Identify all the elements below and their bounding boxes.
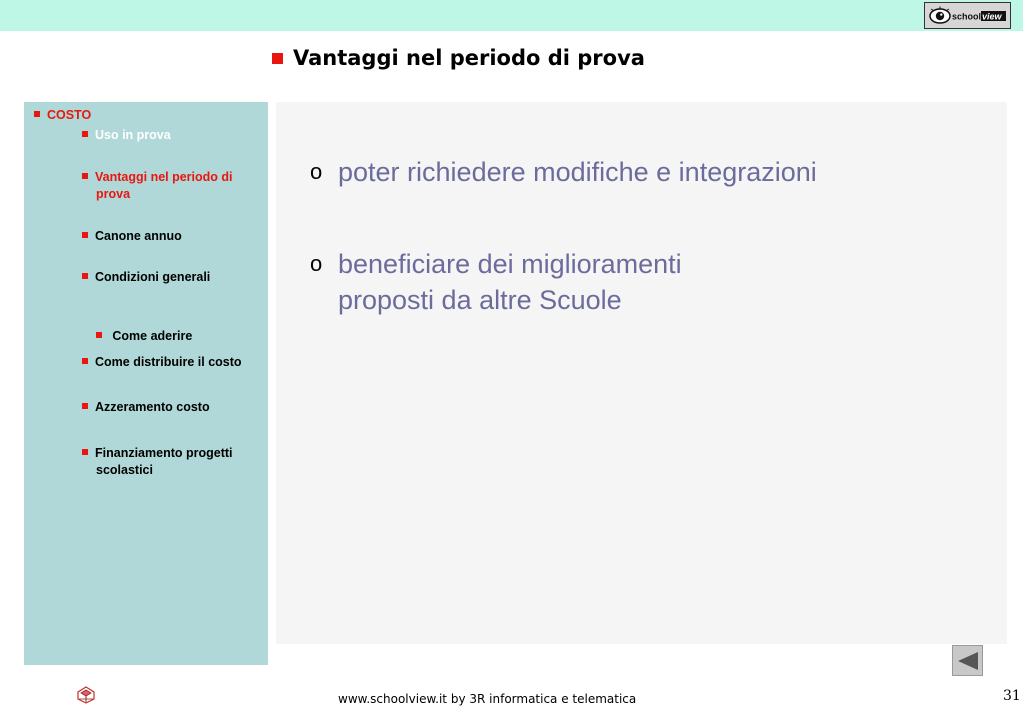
back-button[interactable] [952,645,983,676]
logo-text-left: school [952,11,982,21]
sidebar-item-finanziamento[interactable] [82,445,233,479]
title-square-icon [272,53,283,64]
bullet-square-icon [96,332,102,338]
bullet-square-icon [82,403,88,409]
slide-title-text: Vantaggi nel periodo di prova [293,46,645,70]
sidebar-item-uso-in-prova[interactable] [82,127,171,144]
sidebar-item-canone-annuo[interactable] [82,228,182,245]
3r-logo-icon [76,686,96,704]
bullet-square-icon [34,111,40,117]
bullet-item [310,154,817,190]
sidebar-item-come-distribuire[interactable] [82,354,242,371]
sidebar-item-label: Come aderire [108,329,193,343]
footer-text: www.schoolview.it by 3R informatica e telematica [338,692,637,706]
sidebar-item-label: Uso in prova [95,128,171,142]
bullet-square-icon [82,449,88,455]
sidebar-item-label-cont: prova [96,187,131,201]
sidebar-item-label: Azzeramento costo [95,400,210,414]
bullet-marker: o [310,251,323,276]
sidebar-item-label: Condizioni generali [95,270,211,284]
triangle-left-icon [956,651,980,671]
schoolview-logo [924,2,1011,29]
bullet-square-icon [82,273,88,279]
sidebar-item-label: Canone annuo [95,229,182,243]
bullet-square-icon [82,173,88,179]
bullet-text: beneficiare dei miglioramenti [338,249,682,279]
bullet-square-icon [82,232,88,238]
sidebar-item-condizioni-generali[interactable] [82,269,210,286]
sidebar-section-costo[interactable] [34,107,91,124]
sidebar-item-vantaggi[interactable] [82,169,233,203]
sidebar-item-label: Vantaggi nel periodo di [95,170,233,184]
logo-text-right: view [982,11,1002,21]
sidebar-nav [24,102,268,665]
bullet-marker: o [310,159,323,184]
sidebar-item-label: Finanziamento progetti [95,446,233,460]
content-panel [276,102,1007,644]
page-number: 31 [1003,688,1021,704]
eye-icon [929,6,1007,26]
bullet-text: proposti da altre Scuole [338,285,622,315]
bullet-text: poter richiedere modifiche e integrazioni [338,157,817,187]
sidebar-item-azzeramento-costo[interactable] [82,399,210,416]
sidebar-item-label-cont: scolastici [96,463,153,477]
slide-title [272,44,645,72]
bullet-square-icon [82,131,88,137]
sidebar-item-label: Come distribuire il costo [95,355,242,369]
bullet-square-icon [82,358,88,364]
bullet-item [310,246,682,318]
sidebar-section-label: COSTO [47,108,92,122]
top-bar [0,0,1023,31]
